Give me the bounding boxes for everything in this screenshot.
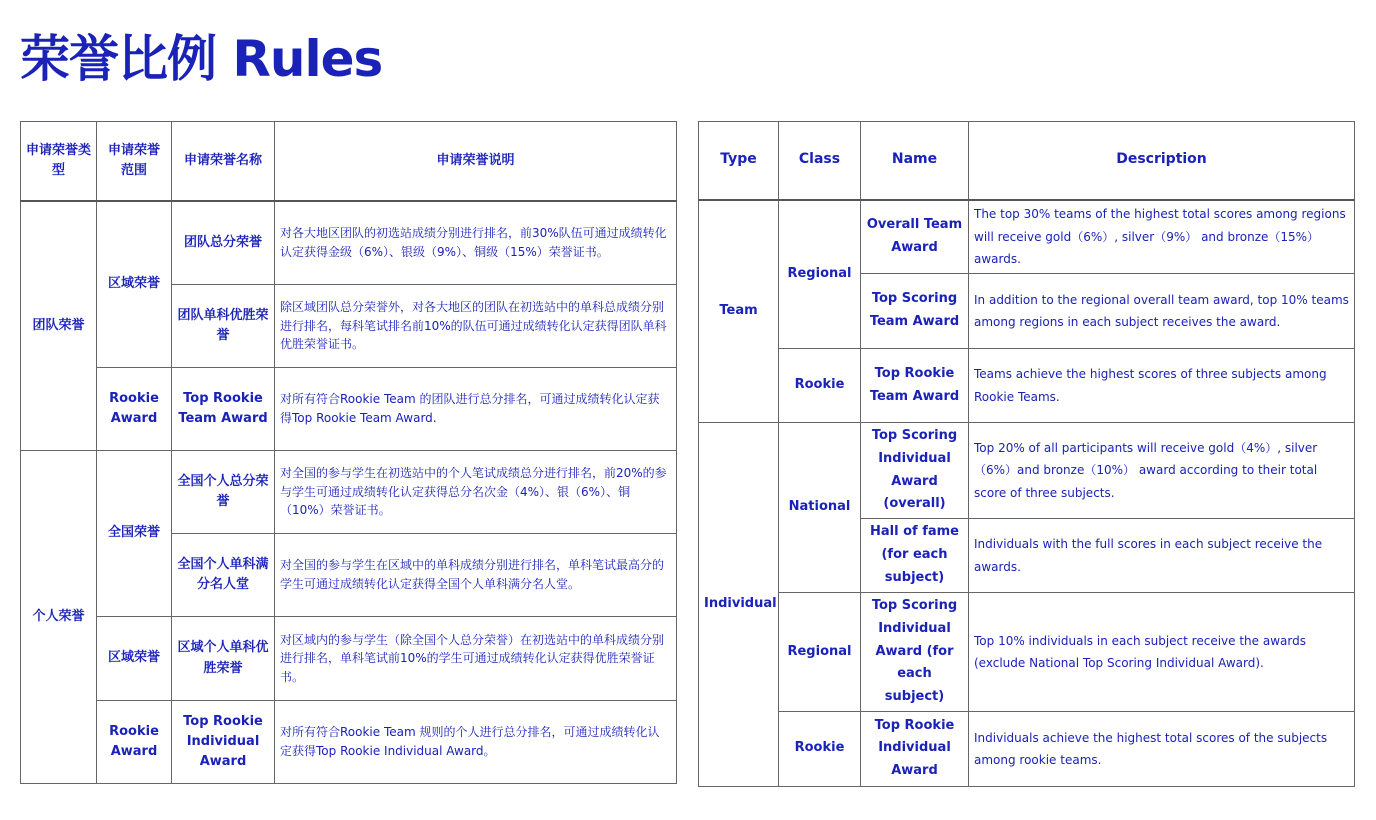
- table-row: [21, 368, 677, 451]
- table-row: [699, 349, 1355, 423]
- award-name-cell: Top Rookie Individual Award: [861, 711, 969, 786]
- award-description-cell: 对全国的参与学生在区域中的单科成绩分别进行排名，单科笔试最高分的学生可通过成绩转化认定获得全国个人单科满分名人堂。: [275, 534, 677, 617]
- type-cell-individual: Individual: [699, 423, 779, 787]
- award-name-cell: 区域个人单科优胜荣誉: [172, 617, 275, 701]
- table-row: [699, 711, 1355, 786]
- type-cell-individual: 个人荣誉: [21, 451, 97, 784]
- scope-cell-individual-regional: 区域荣誉: [97, 617, 172, 701]
- type-cell-team: Team: [699, 200, 779, 423]
- table-row: [699, 200, 1355, 274]
- award-description-cell: Teams achieve the highest scores of three subjects among Rookie Teams.: [969, 349, 1355, 423]
- class-cell-team-rookie: Rookie: [779, 349, 861, 423]
- header-description: 申请荣誉说明: [275, 122, 677, 201]
- table-row: [699, 593, 1355, 712]
- award-description-cell: Individuals achieve the highest total scores of the subjects among rookie teams.: [969, 711, 1355, 786]
- table-row: [699, 423, 1355, 519]
- header-name: Name: [861, 122, 969, 200]
- award-description-cell: Top 10% individuals in each subject receive the awards (exclude National Top Scoring Individual Award).: [969, 593, 1355, 712]
- type-cell-team: 团队荣誉: [21, 201, 97, 451]
- award-name-cell: Hall of fame (for each subject): [861, 519, 969, 593]
- scope-cell-individual-national: 全国荣誉: [97, 451, 172, 617]
- class-cell-team-regional: Regional: [779, 200, 861, 349]
- award-description-cell: 对全国的参与学生在初选站中的个人笔试成绩总分进行排名，前20%的参与学生可通过成绩转化认定获得总分名次金（4%）、银（6%）、铜（10%）荣誉证书。: [275, 451, 677, 534]
- scope-cell-individual-rookie: Rookie Award: [97, 701, 172, 784]
- award-description-cell: 对区域内的参与学生（除全国个人总分荣誉）在初选站中的单科成绩分别进行排名，单科笔试前10%的学生可通过成绩转化认定获得优胜荣誉证书。: [275, 617, 677, 701]
- award-name-cell: Overall Team Award: [861, 200, 969, 274]
- class-cell-individual-rookie: Rookie: [779, 711, 861, 786]
- header-scope: 申请荣誉范围: [97, 122, 172, 201]
- header-class: Class: [779, 122, 861, 200]
- award-name-cell: Top Scoring Team Award: [861, 274, 969, 349]
- award-description-cell: 对各大地区团队的初选站成绩分别进行排名，前30%队伍可通过成绩转化认定获得金级（6%）、银级（9%）、铜级（15%）荣誉证书。: [275, 201, 677, 285]
- class-cell-individual-national: National: [779, 423, 861, 593]
- header-description: Description: [969, 122, 1355, 200]
- header-type: Type: [699, 122, 779, 200]
- scope-cell-team-rookie: Rookie Award: [97, 368, 172, 451]
- award-name-cell: Top Rookie Team Award: [861, 349, 969, 423]
- award-name-cell: 团队单科优胜荣誉: [172, 285, 275, 368]
- award-name-cell: Top Rookie Team Award: [172, 368, 275, 451]
- scope-cell-team-regional: 区域荣誉: [97, 201, 172, 368]
- page-title: 荣誉比例 Rules: [20, 30, 383, 88]
- award-name-cell: Top Rookie Individual Award: [172, 701, 275, 784]
- header-name: 申请荣誉名称: [172, 122, 275, 201]
- rules-table-chinese: [20, 121, 677, 784]
- class-cell-individual-regional: Regional: [779, 593, 861, 712]
- award-description-cell: Individuals with the full scores in each subject receive the awards.: [969, 519, 1355, 593]
- rules-table-english: [698, 121, 1355, 787]
- table-row: [21, 451, 677, 534]
- award-name-cell: Top Scoring Individual Award (overall): [861, 423, 969, 519]
- award-description-cell: 除区域团队总分荣誉外，对各大地区的团队在初选站中的单科总成绩分别进行排名，每科笔试排名前10%的队伍可通过成绩转化认定获得团队单科优胜荣誉证书。: [275, 285, 677, 368]
- table-row: [21, 617, 677, 701]
- table-header-row: [699, 122, 1355, 200]
- header-type: 申请荣誉类型: [21, 122, 97, 201]
- table-row: [21, 701, 677, 784]
- award-name-cell: 团队总分荣誉: [172, 201, 275, 285]
- award-description-cell: 对所有符合Rookie Team 的团队进行总分排名，可通过成绩转化认定获得Top Rookie Team Award.: [275, 368, 677, 451]
- award-name-cell: 全国个人总分荣誉: [172, 451, 275, 534]
- award-name-cell: Top Scoring Individual Award (for each subject): [861, 593, 969, 712]
- award-description-cell: 对所有符合Rookie Team 规则的个人进行总分排名，可通过成绩转化认定获得Top Rookie Individual Award。: [275, 701, 677, 784]
- award-description-cell: The top 30% teams of the highest total scores among regions will receive gold（6%）, silver（9%） and bronze（15%） awards.: [969, 200, 1355, 274]
- award-name-cell: 全国个人单科满分名人堂: [172, 534, 275, 617]
- award-description-cell: In addition to the regional overall team award, top 10% teams among regions in each subject receives the award.: [969, 274, 1355, 349]
- table-row: [21, 201, 677, 285]
- table-header-row: [21, 122, 677, 201]
- award-description-cell: Top 20% of all participants will receive gold（4%）, silver（6%）and bronze（10%） award according to their total score of three subjects.: [969, 423, 1355, 519]
